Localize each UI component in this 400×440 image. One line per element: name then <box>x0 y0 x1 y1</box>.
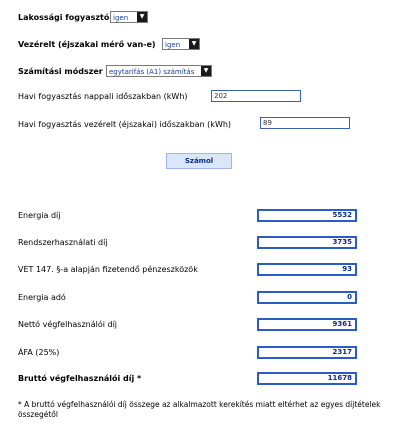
result-label: Nettó végfelhasználói díj <box>18 320 118 329</box>
result-value: 93 <box>257 263 357 276</box>
vezerelt-label: Vezérelt (éjszakai mérő van-e) <box>18 40 156 49</box>
lakossagi-label: Lakossági fogyasztó <box>18 13 110 22</box>
result-value-total: 11678 <box>257 372 357 385</box>
szamitasi-select[interactable] <box>106 65 212 77</box>
result-label: Energia díj <box>18 211 61 220</box>
lakossagi-value: igen <box>113 14 129 22</box>
result-value: 2317 <box>257 346 357 359</box>
chevron-down-icon[interactable]: ▼ <box>137 12 147 22</box>
result-label: ÁFA (25%) <box>18 348 60 357</box>
nappali-input[interactable]: 202 <box>211 90 301 102</box>
ejszakai-label: Havi fogyasztás vezérelt (éjszakai) időszakban (kWh) <box>18 120 232 129</box>
szamitasi-label: Számítási módszer <box>18 67 103 76</box>
szamitasi-value: egytarifás (A1) számítás <box>109 68 195 76</box>
nappali-label: Havi fogyasztás nappali időszakban (kWh) <box>18 92 188 101</box>
szamol-button[interactable]: Számol <box>166 153 232 169</box>
lakossagi-select[interactable] <box>110 11 148 23</box>
ejszakai-input[interactable]: 89 <box>260 117 350 129</box>
result-value: 5532 <box>257 209 357 222</box>
result-value: 0 <box>257 291 357 304</box>
chevron-down-icon[interactable]: ▼ <box>189 39 199 49</box>
vezerelt-value: igen <box>165 41 181 49</box>
chevron-down-icon[interactable]: ▼ <box>201 66 211 76</box>
result-label: Energia adó <box>18 293 66 302</box>
result-value: 3735 <box>257 236 357 249</box>
vezerelt-select[interactable] <box>162 38 200 50</box>
result-label: VET 147. §-a alapján fizetendő pénzeszközök <box>18 265 198 274</box>
result-label: Rendszerhasználati díj <box>18 238 108 247</box>
footnote: * A bruttó végfelhasználói díj összege az alkalmazott kerekítés miatt eltérhet az egyes díjtételek összegétől <box>18 400 381 419</box>
result-label-total: Bruttó végfelhasználói díj * <box>18 374 142 383</box>
result-value: 9361 <box>257 318 357 331</box>
